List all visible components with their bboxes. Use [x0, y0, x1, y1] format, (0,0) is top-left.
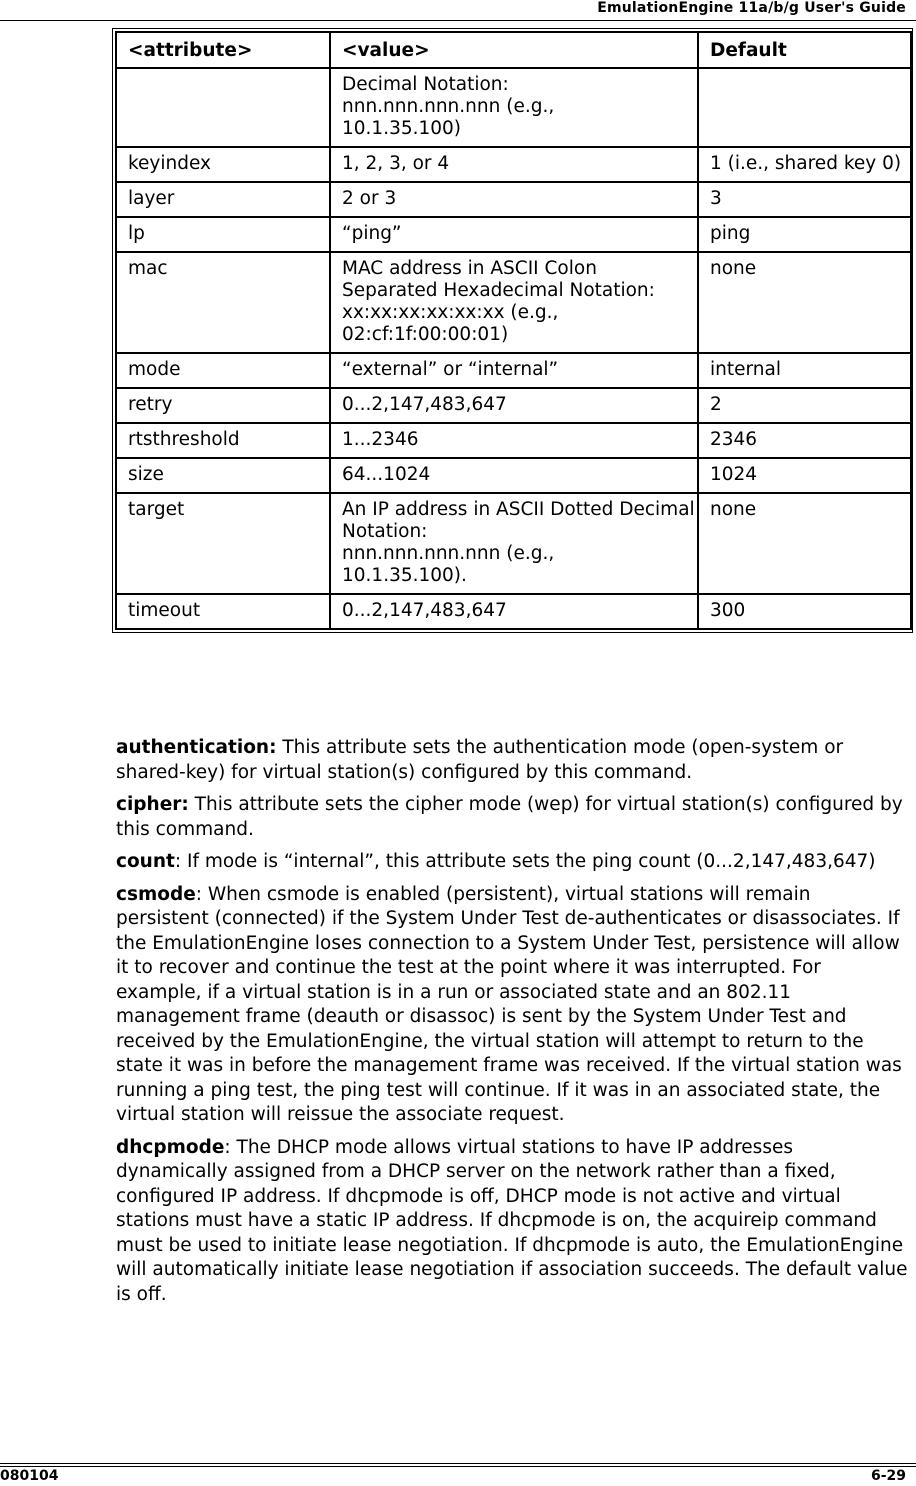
cell-value: “ping” [330, 217, 698, 252]
table-row [116, 182, 911, 217]
description-term: cipher: [116, 794, 189, 815]
table-header-row [116, 32, 911, 68]
cell-attribute: mode [116, 353, 330, 388]
cell-attribute: lp [116, 217, 330, 252]
cell-value: 2 or 3 [330, 182, 698, 217]
footer-rule [0, 1463, 916, 1464]
description-term: authentication: [116, 737, 277, 758]
cell-value: An IP address in ASCII Dotted Decimal Notation: nnn.nnn.nnn.nnn (e.g., 10.1.35.100). [330, 493, 698, 594]
table-row [116, 493, 911, 594]
page-header-title: EmulationEngine 11a/b/g User's Guide [597, 0, 906, 16]
cell-attribute: size [116, 458, 330, 493]
description-term: dhcpmode [116, 1136, 225, 1158]
description-text: This attribute sets the authentication mode (open-system or shared-key) for virtual station(s) configured by this command. [116, 737, 844, 783]
description-paragraph [116, 1136, 908, 1308]
description-text: : If mode is “internal”, this attribute sets the ping count (0...2,147,483,647) [174, 851, 876, 872]
cell-default: 1024 [698, 458, 911, 493]
cell-attribute [116, 68, 330, 147]
cell-default: 1 (i.e., shared key 0) [698, 147, 911, 182]
cell-value: 1...2346 [330, 423, 698, 458]
cell-default: 3 [698, 182, 911, 217]
table-row [116, 423, 911, 458]
footer-page-number: 6-29 [870, 1468, 906, 1484]
cell-default: none [698, 493, 911, 594]
footer-doc-number: 080104 [0, 1468, 59, 1484]
table-row [116, 458, 911, 493]
header-rule [0, 20, 916, 21]
footer-rule-secondary [0, 1466, 916, 1467]
description-term: csmode [116, 883, 196, 905]
table-row [116, 217, 911, 252]
cell-value: 0...2,147,483,647 [330, 388, 698, 423]
table-row [116, 594, 911, 629]
cell-value: “external” or “internal” [330, 353, 698, 388]
cell-default: 300 [698, 594, 911, 629]
cell-attribute: mac [116, 252, 330, 353]
cell-value: MAC address in ASCII Colon Separated Hexadecimal Notation: xx:xx:xx:xx:xx:xx (e.g., 02:cf:1f:00:00:01) [330, 252, 698, 353]
cell-attribute: layer [116, 182, 330, 217]
cell-default: internal [698, 353, 911, 388]
cell-value: 0...2,147,483,647 [330, 594, 698, 629]
cell-default [698, 68, 911, 147]
description-paragraph [116, 883, 908, 1128]
cell-value: Decimal Notation: nnn.nnn.nnn.nnn (e.g., 10.1.35.100) [330, 68, 698, 147]
table-row [116, 147, 911, 182]
cell-default: none [698, 252, 911, 353]
table-row [116, 353, 911, 388]
attribute-table [115, 31, 912, 630]
attribute-descriptions [116, 736, 908, 1315]
description-text: : The DHCP mode allows virtual stations to have IP addresses dynamically assigned from a DHCP server on the network rather than a fixed, configured IP address. If dhcpmode is off, DHCP mode is not active and virtual stations must have a static IP address. If dhcpmode is on, the acquireip command must be used to initiate lease negotiation. If dhcpmode is auto, the EmulationEngine will automatically initiate lease negotiation if association succeeds. The default value is off. [116, 1136, 908, 1305]
cell-value: 1, 2, 3, or 4 [330, 147, 698, 182]
table-row [116, 252, 911, 353]
table-row [116, 68, 911, 147]
column-header-default: Default [698, 32, 911, 68]
column-header-value: <value> [330, 32, 698, 68]
cell-value: 64...1024 [330, 458, 698, 493]
description-paragraph [116, 850, 908, 875]
cell-attribute: retry [116, 388, 330, 423]
cell-attribute: target [116, 493, 330, 594]
column-header-attribute: <attribute> [116, 32, 330, 68]
table-row [116, 388, 911, 423]
description-paragraph [116, 793, 908, 842]
cell-attribute: rtsthreshold [116, 423, 330, 458]
description-text: This attribute sets the cipher mode (wep) for virtual station(s) configured by this command. [116, 794, 903, 840]
cell-default: 2 [698, 388, 911, 423]
cell-attribute: keyindex [116, 147, 330, 182]
description-text: : When csmode is enabled (persistent), virtual stations will remain persistent (connected) if the System Under Test de-authenticates or disassociates. If the EmulationEngine loses connection to a System Under Test, persistence will allow it to recover and continue the test at the point where it was interrupted. For example, if a virtual station is in a run or associated state and an 802.11 management frame (deauth or disassoc) is sent by the System Under Test and received by the EmulationEngine, the virtual station will attempt to return to the state it was in before the management frame was received. If the virtual station was running a ping test, the ping test will continue. If it was in an associated state, the virtual station will reissue the associate request. [116, 883, 902, 1125]
description-paragraph [116, 736, 908, 785]
cell-attribute: timeout [116, 594, 330, 629]
attribute-table-frame [112, 28, 913, 633]
cell-default: 2346 [698, 423, 911, 458]
description-term: count [116, 851, 175, 872]
cell-default: ping [698, 217, 911, 252]
table-body [116, 68, 911, 629]
